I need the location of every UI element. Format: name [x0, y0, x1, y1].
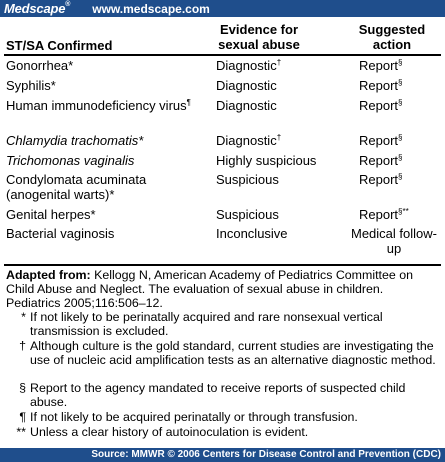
cell-action — [359, 58, 443, 73]
cell-evidence — [216, 207, 346, 222]
action-text: Report — [359, 207, 399, 222]
footnote-text: Unless a clear history of autoinoculation is evident. — [30, 425, 309, 439]
adapted-label: Adapted from: — [6, 268, 91, 282]
cell-condition: Gonorrhea* — [6, 58, 74, 73]
footnote-text: If not likely to be perinatally acquired and rare nonsexual vertical transmission is excluded. — [30, 310, 383, 338]
action-text: Report — [359, 58, 399, 73]
footnote-text: Although culture is the gold standard, current studies are investigating the use of nucleic acid amplification tests as an alternative diagnostic method. — [30, 339, 436, 367]
brand-name: Medscape — [4, 1, 66, 16]
evidence-text: Diagnostic — [216, 98, 277, 113]
action-mark: § — [398, 78, 403, 87]
cell-action — [359, 133, 443, 148]
footnote-mark: * — [21, 310, 26, 324]
action-mark: § — [398, 133, 403, 142]
footnote-mark: ¶ — [19, 410, 26, 424]
column-header-evidence: Evidence for sexual abuse — [218, 22, 300, 52]
adapted-text: Kellogg N, American Academy of Pediatrics Committee on Child Abuse and Neglect. The evaluation of sexual abuse in children. Pediatrics 2005;116:506–12. — [6, 268, 413, 310]
cell-condition: Trichomonas vaginalis — [6, 153, 135, 168]
footnote-mark: ** — [16, 425, 26, 439]
cell-evidence — [216, 133, 346, 148]
cell-condition: Genital herpes* — [6, 207, 96, 222]
brand-logo[interactable] — [4, 1, 70, 16]
evidence-text: Diagnostic — [216, 58, 277, 73]
evidence-mark: † — [276, 58, 282, 67]
action-text: Report — [359, 172, 399, 187]
action-mark: § — [398, 58, 403, 67]
evidence-text: Inconclusive — [216, 226, 288, 241]
table-bottom-rule — [4, 264, 441, 266]
source-footer: Source: MMWR © 2006 Centers for Disease Control and Prevention (CDC) — [0, 448, 445, 462]
cell-condition: Condylomata acuminata (anogenital warts)* — [6, 172, 147, 202]
cell-condition — [6, 98, 201, 113]
evidence-text: Highly suspicious — [216, 153, 317, 168]
footnote-mark: † — [19, 339, 26, 353]
cell-action — [359, 98, 443, 113]
cell-condition: Syphilis* — [6, 78, 56, 93]
action-text: Report — [359, 133, 399, 148]
cell-action — [359, 207, 443, 222]
cell-evidence — [216, 153, 346, 168]
evidence-mark: † — [276, 133, 282, 142]
action-text: Report — [359, 98, 399, 113]
cell-evidence — [216, 226, 346, 241]
evidence-text: Suspicious — [216, 172, 279, 187]
cell-action — [359, 172, 443, 187]
action-mark: §** — [398, 207, 409, 216]
site-url[interactable]: www.medscape.com — [92, 1, 210, 16]
cell-evidence — [216, 98, 346, 113]
action-text: Report — [359, 78, 399, 93]
cell-evidence — [216, 172, 346, 187]
column-header-condition: ST/SA Confirmed — [6, 38, 113, 53]
evidence-text: Diagnostic — [216, 78, 277, 93]
table-header — [4, 20, 441, 56]
action-mark: § — [398, 153, 403, 162]
footnote-text: Report to the agency mandated to receive reports of suspected child abuse. — [30, 381, 406, 409]
cell-condition: Bacterial vaginosis — [6, 226, 115, 241]
cell-action — [359, 78, 443, 93]
evidence-text: Diagnostic — [216, 133, 277, 148]
cell-action — [359, 153, 443, 168]
cell-evidence — [216, 58, 346, 73]
brand-registered-mark: ® — [65, 1, 71, 8]
action-text: Report — [359, 153, 399, 168]
adapted-from — [6, 268, 439, 310]
footnote-text: If not likely to be acquired perinatally or through transfusion. — [30, 410, 358, 424]
header-bar — [0, 0, 445, 17]
condition-text: Human immunodeficiency virus — [6, 98, 187, 113]
column-header-action: Suggested action — [358, 22, 426, 52]
cell-condition: Chlamydia trachomatis* — [6, 133, 144, 148]
cell-evidence — [216, 78, 346, 93]
action-mark: § — [398, 172, 403, 181]
footnote-mark: § — [19, 381, 26, 395]
condition-mark: ¶ — [186, 98, 191, 107]
cell-action: Medical follow-up — [351, 226, 437, 256]
evidence-text: Suspicious — [216, 207, 279, 222]
action-mark: § — [398, 98, 403, 107]
